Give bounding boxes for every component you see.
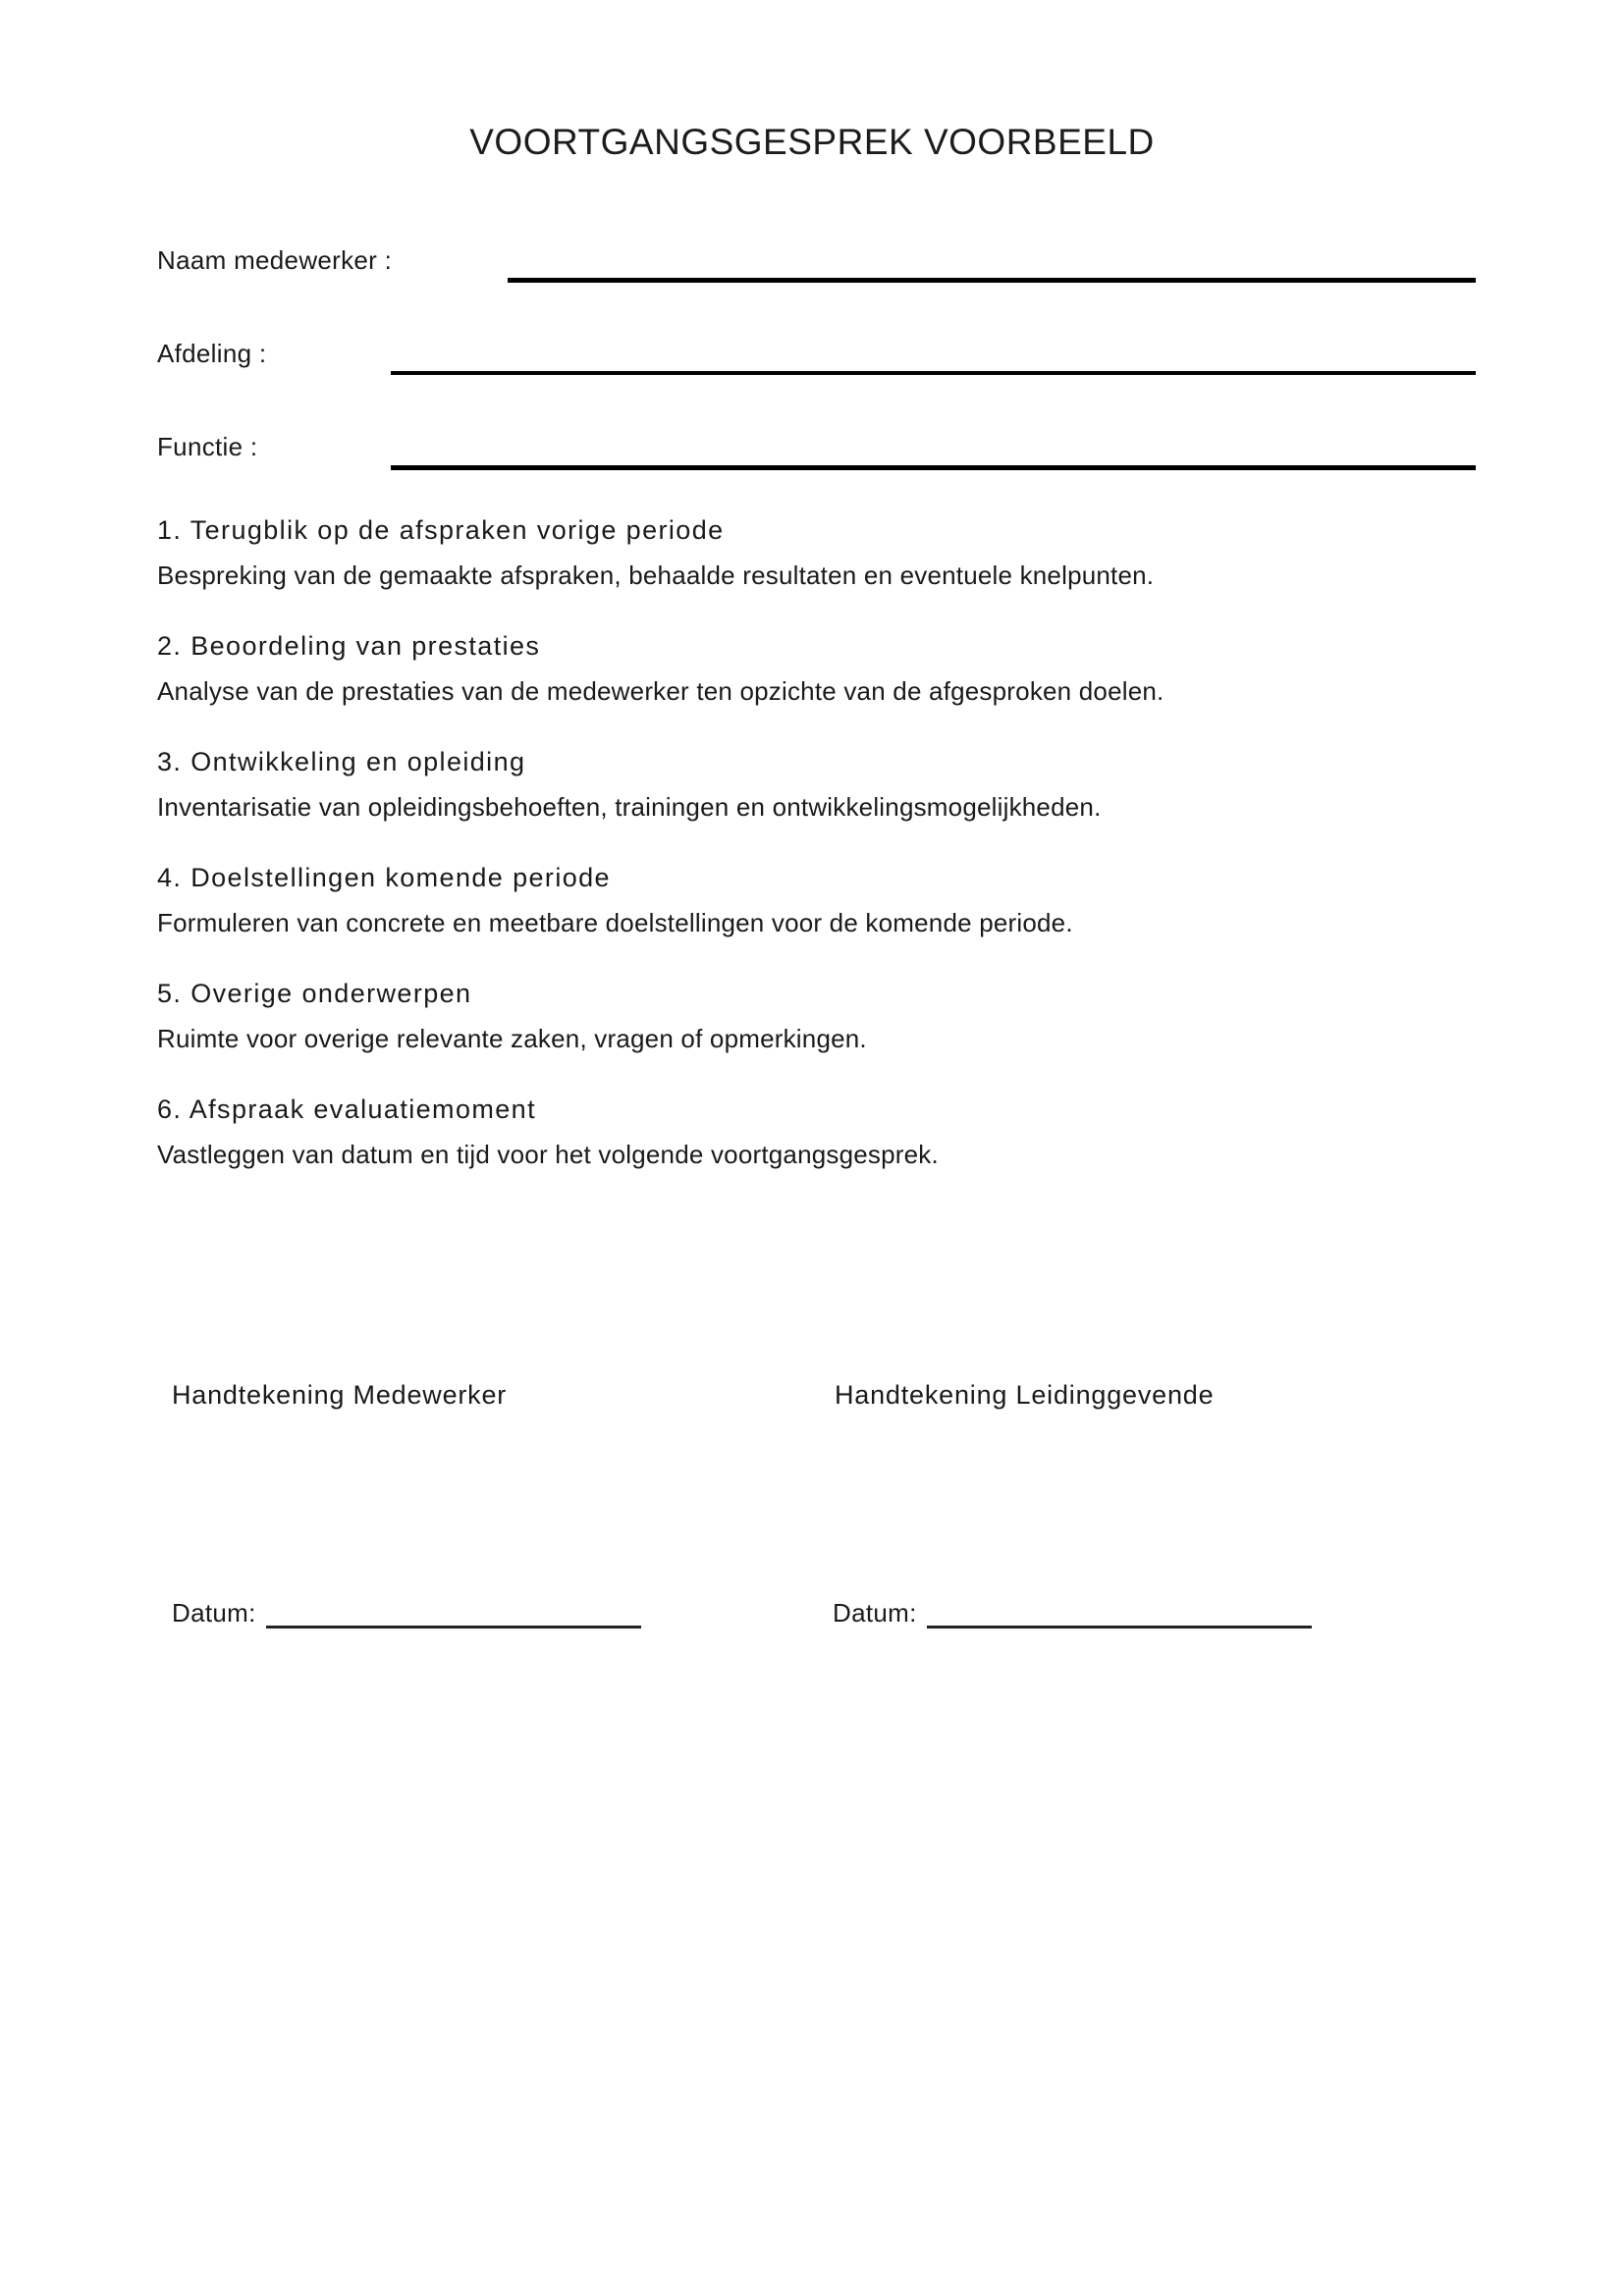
section-evaluatiemoment xyxy=(157,1094,1473,1170)
datum-blank-line xyxy=(266,1596,641,1629)
section-terugblik xyxy=(157,514,1473,591)
afdeling-blank-line xyxy=(391,371,1476,375)
handtekening-leidinggevende-label: Handtekening Leidinggevende xyxy=(835,1380,1215,1410)
section-title: 4. Doelstellingen komende periode xyxy=(157,863,611,892)
section-title: 5. Overige onderwerpen xyxy=(157,979,472,1008)
section-title: 1. Terugblik op de afspraken vorige periode xyxy=(157,515,725,545)
section-list xyxy=(157,514,1473,1209)
section-description: Bespreking van de gemaakte afspraken, behaalde resultaten en eventuele knelpunten. xyxy=(157,561,1155,590)
section-title: 6. Afspraak evaluatiemoment xyxy=(157,1095,536,1124)
datum-label: Datum: xyxy=(833,1598,917,1628)
section-beoordeling xyxy=(157,630,1473,707)
datum-row-manager xyxy=(833,1596,1312,1629)
section-title: 2. Beoordeling van prestaties xyxy=(157,631,541,661)
document-title: VOORTGANGSGESPREK VOORBEELD xyxy=(469,122,1155,162)
section-description: Formuleren van concrete en meetbare doelstellingen voor de komende periode. xyxy=(157,908,1073,937)
datum-row-employee xyxy=(172,1596,641,1629)
naam-medewerker-label: Naam medewerker : xyxy=(157,245,393,275)
section-description: Analyse van de prestaties van de medewerker ten opzichte van de afgesproken doelen. xyxy=(157,676,1164,706)
section-description: Inventarisatie van opleidingsbehoeften, trainingen en ontwikkelingsmogelijkheden. xyxy=(157,792,1102,822)
functie-label: Functie : xyxy=(157,432,258,461)
section-doelstellingen xyxy=(157,862,1473,938)
datum-label: Datum: xyxy=(172,1598,256,1628)
datum-blank-line xyxy=(927,1596,1312,1629)
functie-blank-line xyxy=(391,465,1476,470)
handtekening-medewerker-label: Handtekening Medewerker xyxy=(172,1380,508,1410)
section-overige xyxy=(157,978,1473,1054)
section-description: Ruimte voor overige relevante zaken, vragen of opmerkingen. xyxy=(157,1024,867,1053)
afdeling-label: Afdeling : xyxy=(157,339,267,368)
section-title: 3. Ontwikkeling en opleiding xyxy=(157,747,526,776)
naam-medewerker-blank-line xyxy=(508,278,1476,283)
section-description: Vastleggen van datum en tijd voor het volgende voortgangsgesprek. xyxy=(157,1140,939,1169)
section-ontwikkeling xyxy=(157,746,1473,823)
